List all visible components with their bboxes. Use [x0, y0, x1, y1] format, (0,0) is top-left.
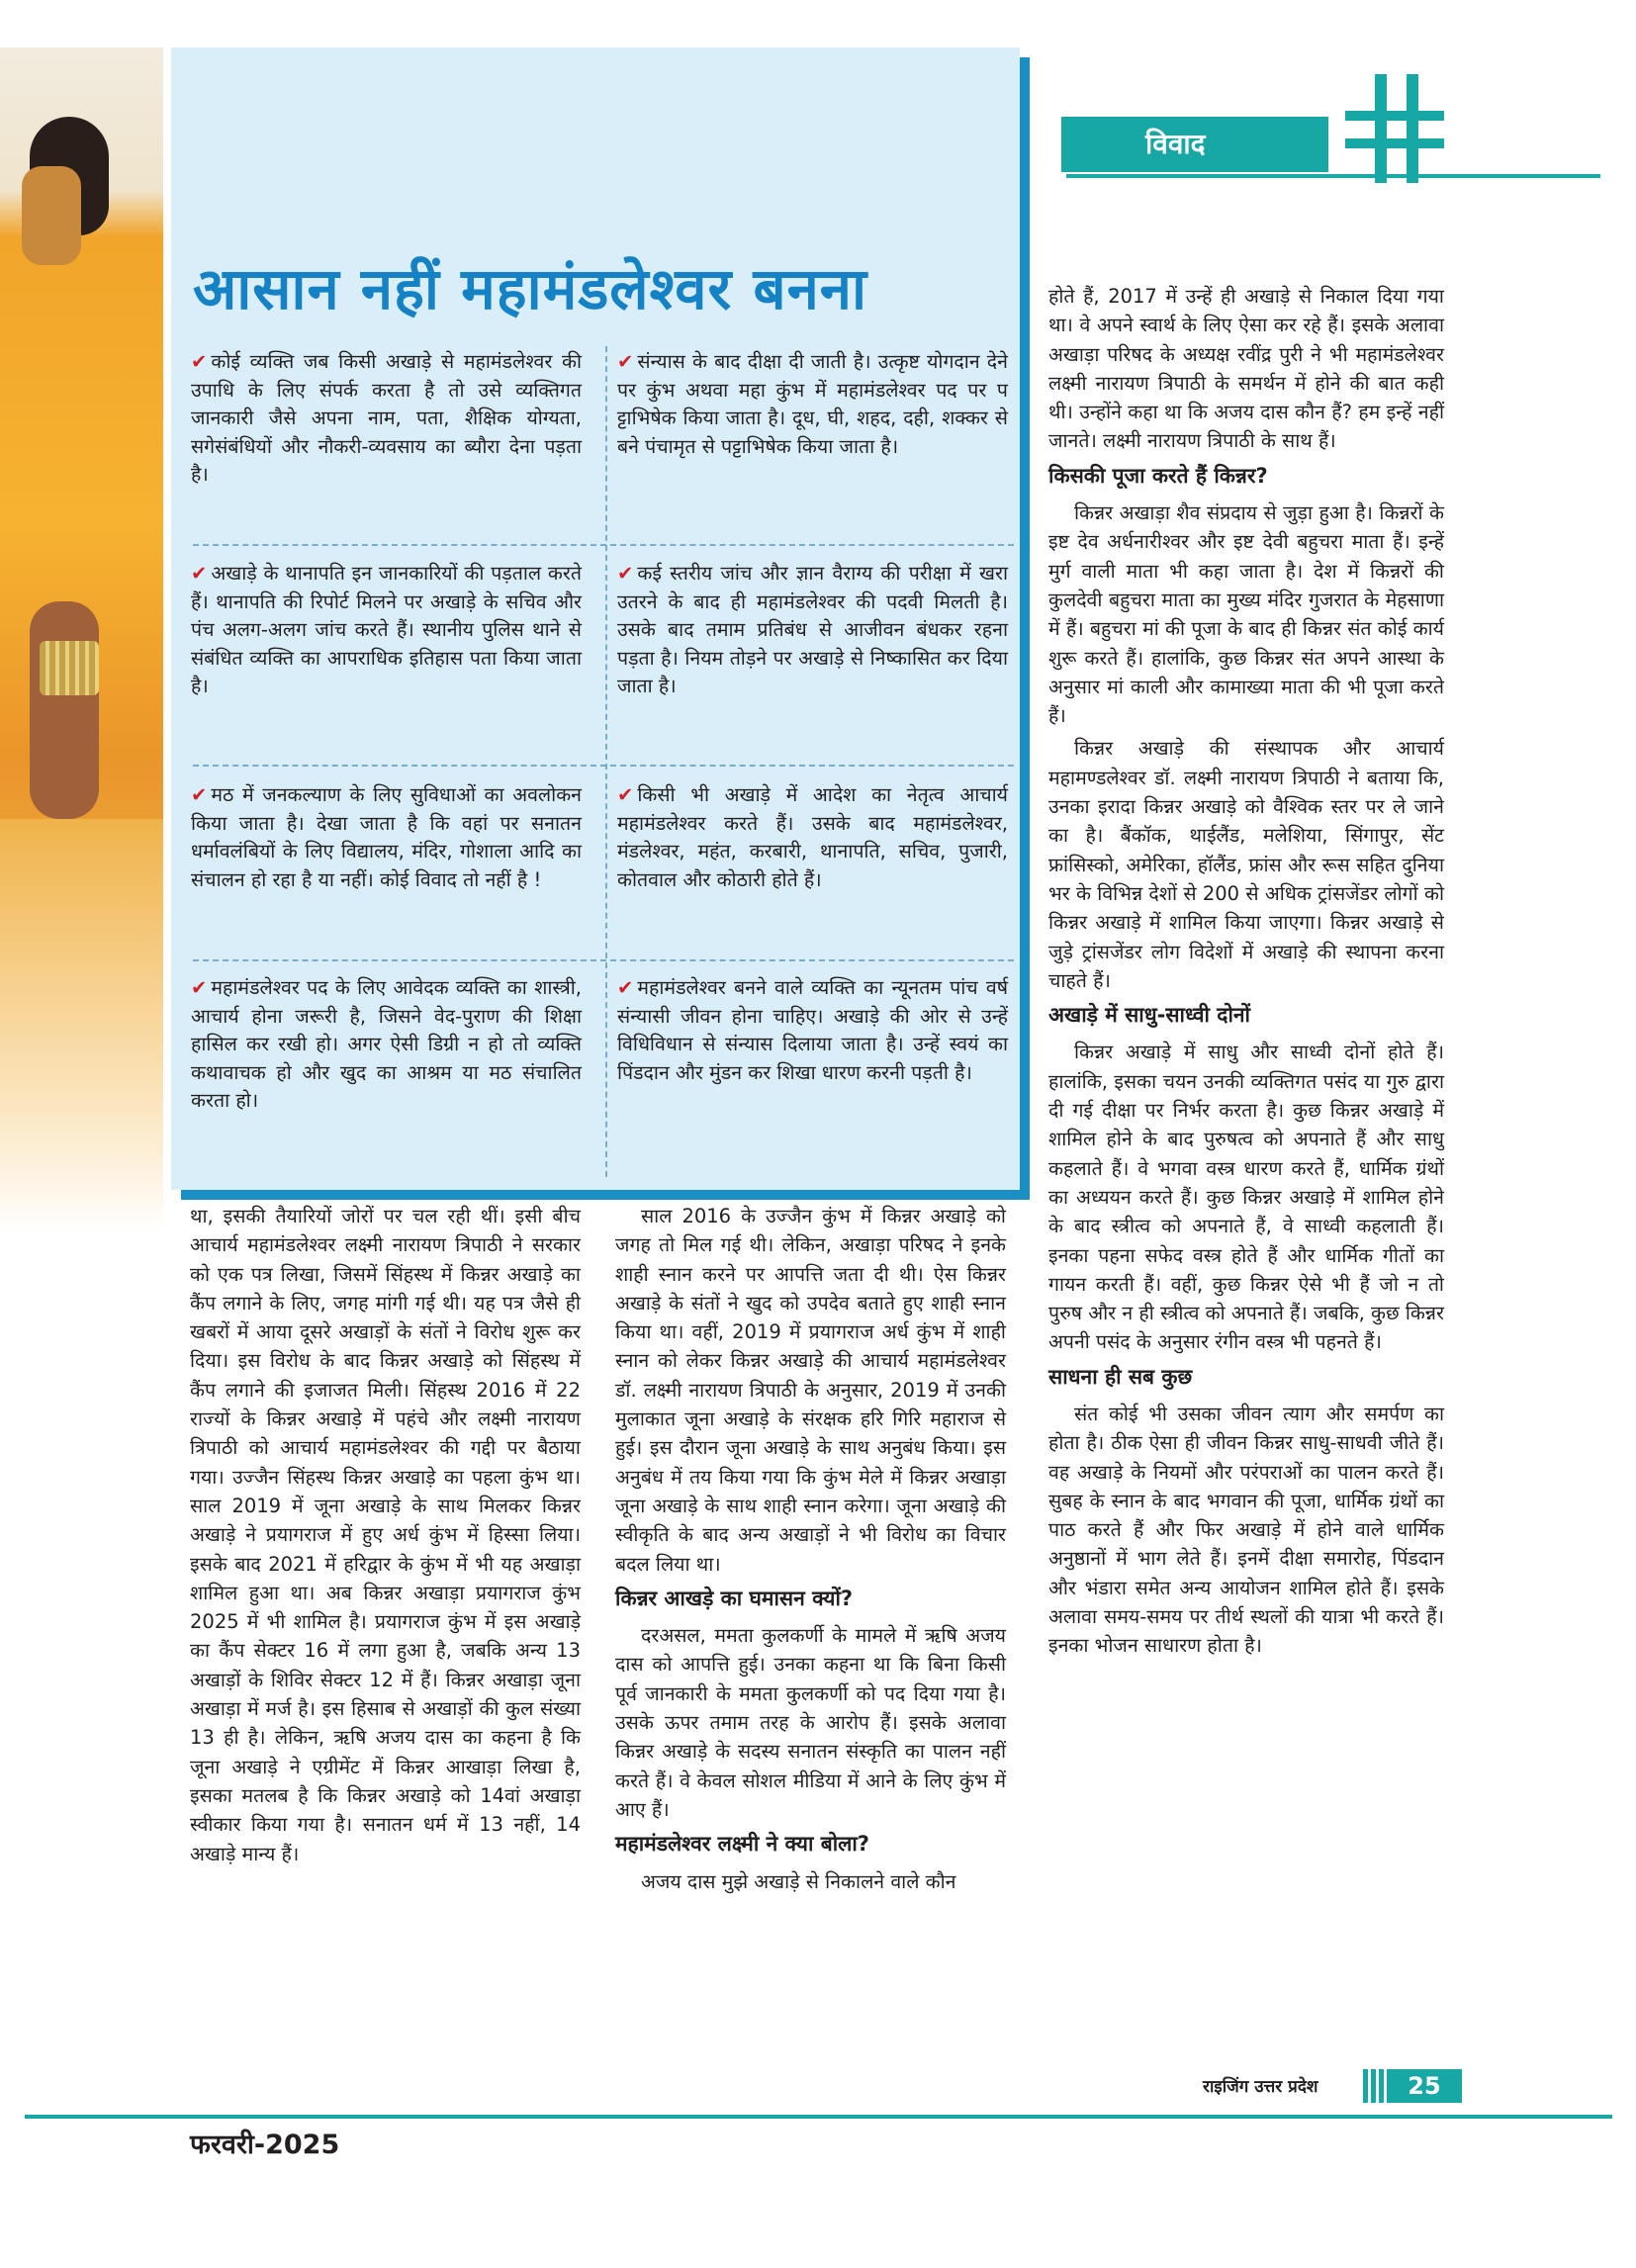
subheading: किसकी पूजा करते हैं किन्नर?: [1048, 463, 1268, 488]
subheading: किन्नर आखड़े का घमासन क्यों?: [615, 1586, 854, 1610]
subheading: महामंडलेश्वर लक्ष्मी ने क्या बोला?: [615, 1832, 869, 1857]
check-icon: ✔: [617, 783, 634, 806]
box-item-text: अखाड़े के थानापति इन जानकारियों की पड़ताल करते हैं। थानापति की रिपोर्ट मिलने पर अखाड़े के सचिव और पंच अलग-अलग जांच करते हैं। स्थानीय पुलिस थाने से संबंधित व्यक्ति का आपराधिक इतिहास पता किया जाता है।: [191, 562, 582, 698]
footer-rule: [25, 2115, 1612, 2119]
paragraph: किन्नर अखाड़े की संस्थापक और आचार्य महामण्डलेश्वर डॉ. लक्ष्मी नारायण त्रिपाठी ने बताया कि, उनका इरादा किन्नर अखाड़े को वैश्विक स्तर पर ले जाने का है। बैंकॉक, थाईलैंड, मलेशिया, सिंगापुर, सेंट फ्रांसिस्को, अमेरिका, हॉलैंड, फ्रांस और रूस सहित दुनिया भर के विभिन्न देशों से 200 से अधिक ट्रांसजेंडर लोगों को किन्नर अखाड़े में शामिल किया जाएगा। किन्नर अखाड़े से जुड़े ट्रांसजेंडर लोग विदेशों में अखाड़े की स्थापना करना चाहते हैं।: [1048, 737, 1444, 992]
box-item: [617, 560, 1008, 701]
box-row-divider-2: [193, 765, 1014, 767]
page-number: 25: [1387, 2069, 1462, 2103]
check-icon: ✔: [617, 562, 634, 585]
check-icon: ✔: [617, 350, 634, 373]
box-item: [617, 348, 1008, 461]
article-column-3: [1048, 282, 1444, 1665]
box-item-text: महामंडलेश्वर पद के लिए आवेदक व्यक्ति का शास्त्री, आचार्य होना जरूरी है, जिसने वेद-पुराण की शिक्षा हासिल कर रखी हो। अगर ऐसी डिग्री न हो तो व्यक्ति कथावाचक हो और खुद का आश्रम या मठ संचालित करता हो।: [191, 976, 582, 1113]
cover-photo: [0, 47, 163, 1234]
subheading: साधना ही सब कुछ: [1048, 1364, 1193, 1389]
box-column-divider: [605, 346, 607, 1177]
box-item: [191, 974, 582, 1116]
box-item: [191, 348, 582, 490]
box-item: [617, 781, 1008, 894]
paragraph: किन्नर अखाड़ा शैव संप्रदाय से जुड़ा हुआ है। किन्नरों के इष्ट देव अर्धनारीश्वर और इष्ट देवी बहुचरा माता हैं। इन्हें मुर्ग वाली माता भी कहा जाता है। देश में किन्नरों की कुलदेवी बहुचरा माता का मुख्य मंदिर गुजरात के मेहसाणा में हैं। बहुचरा मां की पूजा के बाद ही किन्नर संत कोई कार्य शुरू करते हैं। हालांकि, कुछ किन्नर संत अपने आस्था के अनुसार मां काली और कामाख्या माता की भी पूजा करते हैं।: [1048, 501, 1444, 728]
check-icon: ✔: [191, 562, 208, 585]
paragraph: संत कोई भी उसका जीवन त्याग और समर्पण का होता है। ठीक ऐसा ही जीवन किन्नर साधु-साधवी जीते हैं। वह अखाड़े के नियमों और परंपराओं का पालन करते हैं। सुबह के स्नान के बाद भगवान की पूजा, धार्मिक ग्रंथों का पाठ करते हैं और फिर अखाड़े में होने वाले धार्मिक अनुष्ठानों में भाग लेते हैं। इनमें दीक्षा समारोह, पिंडदान और भंडारा समेत अन्य आयोजन शामिल होते हैं। इसके अलावा समय-समय पर तीर्थ स्थलों की यात्रा भी करते हैं। इनका भोजन साधारण होता है।: [1048, 1402, 1444, 1658]
issue-date: फरवरी-2025: [190, 2130, 340, 2160]
check-icon: ✔: [191, 783, 208, 806]
hash-bar-h2: [1345, 138, 1444, 148]
box-item-text: किसी भी अखाड़े में आदेश का नेतृत्व आचार्य महामंडलेश्वर करते हैं। उसके बाद महामंडलेश्वर, मंडलेश्वर, महंत, करबारी, थानापति, सचिव, पुजारी, कोतवाल और कोठारी होते हैं।: [617, 783, 1008, 891]
paragraph: था, इसकी तैयारियों जोरों पर चल रही थीं। इसी बीच आचार्य महामंडलेश्वर लक्ष्मी नारायण त्रिपाठी ने सरकार को एक पत्र लिखा, जिसमें सिंहस्थ में किन्नर अखाड़े का कैंप लगाने के लिए, जगह मांगी गई थी। यह पत्र जैसे ही खबरों में आया दूसरे अखाड़ों के संतों ने विरोध शुरू कर दिया। इस विरोध के बाद किन्नर अखाड़े को सिंहस्थ में कैंप लगाने की इजाजत मिली। सिंहस्थ 2016 में 22 राज्यों के किन्नर अखाड़े में पहंचे और लक्ष्मी नारायण त्रिपाठी को आचार्य महामंडलेश्वर की गद्दी पर बैठाया गया। उज्जैन सिंहस्थ किन्नर अखाड़े का पहला कुंभ था। साल 2019 में जूना अखाड़े के साथ मिलकर किन्नर अखाड़े ने प्रयागराज में हुए अर्ध कुंभ में हिस्सा लिया। इसके बाद 2021 में हरिद्वार के कुंभ में भी यह अखाड़ा शामिल हुआ था। अब किन्नर अखाड़ा प्रयागराज कुंभ 2025 में भी शामिल है। प्रयागराज कुंभ में इस अखाड़े का कैंप सेक्टर 16 में लगा हुआ है, जबकि अन्य 13 अखाड़ों के शिविर सेक्टर 12 में हैं। किन्नर अखाड़ा जूना अखाड़ा में मर्ज है। इस हिसाब से अखाड़ों की कुल संख्या 13 ही है। लेकिन, ऋषि अजय दास का कहना है कि जूना अखाड़े ने एग्रीमेंट में किन्नर आखाड़ा लिखा है, इसका मतलब है कि किन्नर अखाड़े को 14वां अखाड़ा स्वीकार किया गया है। सनातन धर्म में 13 नहीं, 14 अखाड़े मान्य हैं।: [190, 1205, 581, 1865]
page-bars: [1363, 2069, 1385, 2103]
photo-drape: [0, 819, 163, 1234]
box-item-text: मठ में जनकल्याण के लिए सुविधाओं का अवलोकन किया जाता है। देखा जाता है कि वहां पर सनातन धर्मावलंबियों के लिए विद्यालय, मंदिर, गोशाला आदि का संचालन हो रहा है या नहीं। कोई विवाद तो नहीं है !: [191, 783, 582, 891]
paragraph: दरअसल, ममता कुलकर्णी के मामले में ऋषि अजय दास को आपत्ति हुई। उनका कहना था कि बिना किसी पूर्व जानकारी के ममता कुलकर्णी को पद दिया गया है। उसके ऊपर तमाम तरह के आरोप हैं। इसके अलावा किन्नर अखाड़े के सदस्य सनातन संस्कृति का पालन नहीं करते हैं। वे केवल सोशल मीडिया में आने के लिए कुंभ में आए हैं।: [615, 1624, 1006, 1821]
section-tag: विवाद: [1061, 117, 1328, 172]
check-icon: ✔: [191, 350, 208, 373]
magazine-name: राइजिंग उत्तर प्रदेश: [1203, 2077, 1318, 2097]
photo-bangles: [40, 641, 99, 695]
photo-arm: [30, 601, 99, 819]
photo-face: [22, 166, 81, 265]
paragraph: अजय दास मुझे अखाड़े से निकालने वाले कौन: [641, 1869, 956, 1893]
hash-bar-v2: [1407, 74, 1418, 183]
article-column-2: [615, 1202, 1006, 1900]
subheading: अखाड़े में साधु-साध्वी दोनों: [1048, 1003, 1250, 1028]
box-row-divider-1: [193, 544, 1014, 546]
box-item-text: महामंडलेश्वर बनने वाले व्यक्ति का न्यूनतम पांच वर्ष संन्यासी जीवन होना चाहिए। अखाड़े की ओर से उन्हें विधिविधान से संन्यास दिलाया जाता है। उन्हें स्वयं का पिंडदान और मुंडन कर शिखा धारण करनी पड़ती है।: [617, 976, 1008, 1084]
hash-bar-v1: [1375, 74, 1387, 183]
box-item: [617, 974, 1008, 1087]
paragraph: किन्नर अखाड़े में साधु और साध्वी दोनों होते हैं। हालांकि, इसका चयन उनकी व्यक्तिगत पसंद या गुरु द्वारा दी गई दीक्षा पर निर्भर करता है। कुछ किन्नर अखाड़े में शामिल होने के बाद पुरुषत्व को अपनाते हैं और साधु कहलाते हैं। वे भगवा वस्त्र धारण करते हैं, धार्मिक ग्रंथों का अध्ययन करते हैं। कुछ किन्नर अखाड़े में शामिल होने के बाद स्त्रीत्व को अपनाते हैं, वे साध्वी कहलाती हैं। इनका पहना सफेद वस्त्र होते हैं और धार्मिक गीतों का गायन करती हैं। वहीं, कुछ किन्नर ऐसे भी हैं जो न तो पुरुष और न ही स्त्रीत्व को अपनाते हैं। जबकि, कुछ किन्नर अपनी पसंद के अनुसार रंगीन वस्त्र भी पहनते हैं।: [1048, 1041, 1444, 1354]
hash-bar-h1: [1345, 111, 1444, 121]
article-column-1: [190, 1202, 581, 1872]
paragraph: साल 2016 के उज्जैन कुंभ में किन्नर अखाड़े को जगह तो मिल गई थी। लेकिन, अखाड़ा परिषद ने इनके शाही स्नान करने पर आपत्ति जता दी थी। ऐस किन्नर अखाड़े के संतों ने खुद को उपदेव बताते हुए शाही स्नान किया था। वहीं, 2019 में प्रयागराज अर्ध कुंभ में शाही स्नान को लेकर किन्नर अखाड़े की आचार्य महामंडलेश्वर डॉ. लक्ष्मी नारायण त्रिपाठी के अनुसार, 2019 में उनकी मुलाकात जूना अखाड़े के संरक्षक हरि गिरि महाराज से हुई। इस दौरान जूना अखाड़े के साथ अनुबंध किया। इस अनुबंध में तय किया गया कि कुंभ मेले में किन्नर अखाड़ा जूना अखाड़े के साथ शाही स्नान करेगा। जूना अखाड़े की स्वीकृति के बाद अन्य अखाड़ों ने भी विरोध का विचार बदल लिया था।: [615, 1205, 1006, 1576]
box-row-divider-3: [193, 959, 1014, 961]
paragraph: होते हैं, 2017 में उन्हें ही अखाड़े से निकाल दिया गया था। वे अपने स्वार्थ के लिए ऐसा कर रहे हैं। इसके अलावा अखाड़ा परिषद के अध्यक्ष रवींद्र पुरी ने भी महामंडलेश्वर लक्ष्मी नारायण त्रिपाठी के समर्थन में होने की बात कही थी। उन्होंने कहा था कि अजय दास कौन हैं? हम इन्हें नहीं जानते। लक्ष्मी नारायण त्रिपाठी के साथ हैं।: [1048, 285, 1444, 453]
check-icon: ✔: [191, 976, 208, 999]
box-item: [191, 781, 582, 894]
box-item-text: कोई व्यक्ति जब किसी अखाड़े से महामंडलेश्वर की उपाधि के लिए संपर्क करता है तो उसे व्यक्तिगत जानकारी जैसे अपना नाम, पता, शैक्षिक योग्यता, सगेसंबंधियों और नौकरी-व्यवसाय का ब्यौरा देना पड़ता है।: [191, 350, 582, 487]
section-rule: [1066, 174, 1600, 178]
box-title: आसान नहीं महामंडलेश्वर बनना: [193, 255, 867, 322]
check-icon: ✔: [617, 976, 634, 999]
box-item-text: कई स्तरीय जांच और ज्ञान वैराग्य की परीक्षा में खरा उतरने के बाद ही महामंडलेश्वर की पदवी मिलती है। उसके बाद तमाम प्रतिबंध से आजीवन बंधकर रहना पड़ता है। नियम तोड़ने पर अखाड़े से निष्कासित कर दिया जाता है।: [617, 562, 1008, 698]
box-item: [191, 560, 582, 701]
box-item-text: संन्यास के बाद दीक्षा दी जाती है। उत्कृष्ट योगदान देने पर कुंभ अथवा महा कुंभ में महामंडलेश्वर पद पर प ट्टाभिषेक किया जाता है। दूध, घी, शहद, दही, शक्कर से बने पंचामृत से पट्टाभिषेक किया जाता है।: [617, 350, 1008, 458]
